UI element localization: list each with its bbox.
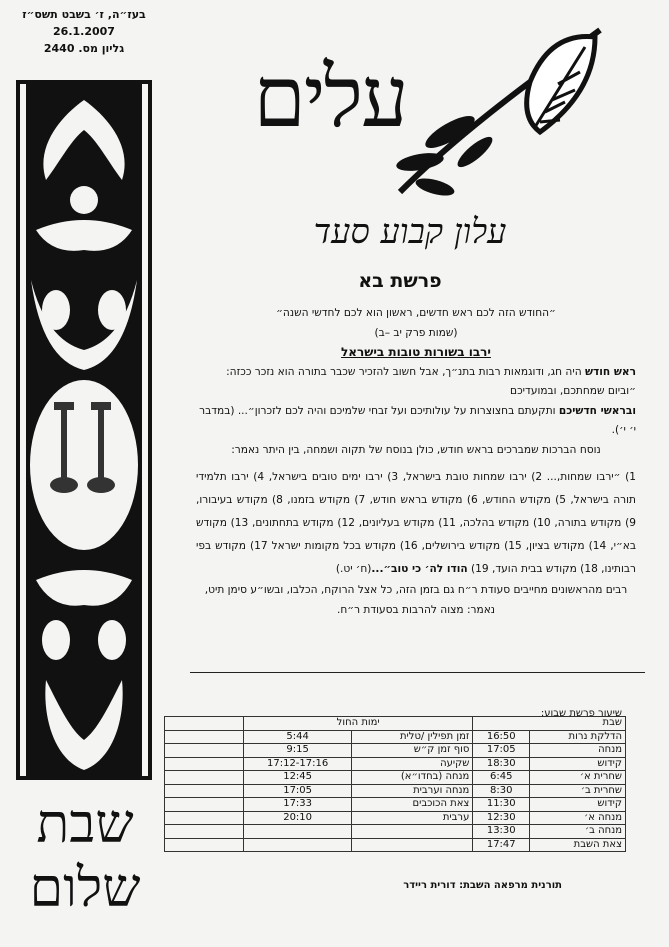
weekday-time-cell: 12:45	[244, 771, 352, 785]
shabbat-label-cell: מנחה א׳	[530, 811, 626, 825]
clinic-duty-credit: תורנית מרפאה השבת: דורית ריידר	[403, 880, 562, 891]
table-row	[165, 811, 626, 825]
shabbat-label-cell: שחרית ב׳	[530, 784, 626, 798]
weekday-label-cell	[352, 825, 473, 839]
shabbat-time-cell: 17:47	[473, 838, 530, 852]
shabbat-header: שבת	[473, 717, 626, 731]
table-row	[165, 744, 626, 758]
weekday-label-cell: מנחה וערבית	[352, 784, 473, 798]
weekday-label-cell: צאת הכוכבים	[352, 798, 473, 812]
table-row	[165, 730, 626, 744]
paragraph-1	[196, 363, 636, 402]
blank-cell	[165, 784, 244, 798]
shabbat-label-cell: מנחה ב׳	[530, 825, 626, 839]
blessings-source: (ח׳ יט.)	[335, 563, 372, 575]
weekday-label-cell: שקיעה	[352, 757, 473, 771]
leaf-branch-icon	[380, 22, 610, 212]
article-heading: ירבו בשורות טובות בישראל	[341, 345, 491, 359]
weekday-header: ימות החול	[244, 717, 473, 731]
blank-cell	[165, 798, 244, 812]
newsletter-logo: עלים	[253, 48, 407, 146]
article-body	[196, 304, 636, 620]
weekday-time-cell	[244, 838, 352, 852]
blank-cell	[165, 771, 244, 785]
weekday-time-cell	[244, 825, 352, 839]
table-row	[165, 798, 626, 812]
weekday-time-cell: 17:12-17:16	[244, 757, 352, 771]
issue-number: גליון מס. 2440	[43, 42, 125, 55]
newsletter-subtitle: עלון קבוע סעד	[313, 212, 507, 252]
blank-cell	[165, 757, 244, 771]
blank-cell	[165, 730, 244, 744]
table-row	[165, 784, 626, 798]
blank-cell	[165, 717, 244, 731]
weekday-label-cell: סוף זמן ק״ש	[352, 744, 473, 758]
shabbat-time-cell: 16:50	[473, 730, 530, 744]
paragraph-2	[196, 402, 636, 441]
divider	[190, 672, 645, 673]
table-row	[165, 771, 626, 785]
weekday-time-cell: 5:44	[244, 730, 352, 744]
blank-cell	[165, 811, 244, 825]
shabbat-label-cell: קידוש	[530, 757, 626, 771]
table-row	[165, 838, 626, 852]
table-row	[165, 825, 626, 839]
verse-quote: ״החודש הזה לכם ראש חדשים, ראשון הוא לכם לחדשי השנה״	[276, 307, 556, 319]
weekday-label-cell: זמן תפילין /טלית	[352, 730, 473, 744]
blank-cell	[165, 825, 244, 839]
verse-source: (שמות פרק יב –ב)	[374, 326, 458, 339]
shabbat-time-cell: 6:45	[473, 771, 530, 785]
para1-bold: ראש חודש	[585, 365, 636, 378]
prayer-schedule-table	[164, 716, 626, 852]
footer-line-1: שבת	[36, 792, 134, 855]
weekday-time-cell: 17:33	[244, 798, 352, 812]
weekday-time-cell: 9:15	[244, 744, 352, 758]
para1-text: היה חג, ודוגמאות רבות בתנ״ך, אבל חשוב להזכיר שכבר בתורה הוא נזכר ככזה: ״וביום שמחתכם, ובמועדיכם	[226, 365, 636, 397]
blessings-bold: הודו לה׳ כי טוב״...	[371, 563, 468, 575]
shabbat-time-cell: 17:05	[473, 744, 530, 758]
table-row	[165, 757, 626, 771]
blessings-list	[196, 466, 636, 581]
shabbat-label-cell: מנחה	[530, 744, 626, 758]
blank-cell	[165, 744, 244, 758]
blessings-text: 1) ״ירבו שמחות,... 2) ירבו שמחות טובת בישראל, 3) ירבו ימים טובים בישראל, 4) ירבו תלמידי תורה בישראל, 5) מקודש החודש, 6) מקודש בראש חודש, 7) מקודש בזמנו, 8) מקודש בעיבורו, 9) מקודש בתורה, 10) מקודש בהלכה, 11) מקודש בעליונים, 12) מקודש בתחתונים, 13) מקודש בא״י, 14) מקודש בציון, 15) מקודש בירושלים, 16) מקודש בכל מקומות ישראל 17) מקודש בפי רבותינו, 18) מקודש בבית הועד, 19)	[196, 471, 637, 575]
weekday-label-cell: מנחה (בחדו״א)	[352, 771, 473, 785]
shabbat-shalom-footer	[10, 792, 160, 920]
shabbat-time-cell: 13:30	[473, 825, 530, 839]
shabbat-time-cell: 12:30	[473, 811, 530, 825]
footer-line-2: שלום	[29, 856, 141, 919]
schedule-title: שיעור פרשת שבוע:	[540, 708, 622, 719]
issue-info	[10, 6, 158, 57]
paragraph-3: נוסח הברכות שמברכים בראש חודש, כולן בנוסח של תקוה ושמחה, בין היתר נאמר:	[231, 443, 601, 456]
paragraph-4: רבים מהראשונים מחייבים סעודת ר״ח גם בזמן הזה, כל אצל הרוקח, הכלבו, ובשו״ע סימן תיט, נאמר: מצוה להרבות בסעודת ר״ח.	[204, 584, 628, 616]
shabbat-label-cell: שחרית א׳	[530, 771, 626, 785]
para2-bold: ובראשי חדשיכם	[558, 404, 636, 417]
table-header-row	[165, 717, 626, 731]
weekday-label-cell	[352, 838, 473, 852]
hebrew-date: בעז״ה, ז׳ בשבט תשס״ז	[22, 8, 146, 21]
blank-cell	[165, 838, 244, 852]
shabbat-time-cell: 18:30	[473, 757, 530, 771]
shabbat-label-cell: צאת השבת	[530, 838, 626, 852]
para2-text: ותקעתם בחצוצרות על עולותיכם ועל זבחי שלמיכם והיה לכם לזכרון״... (במדבר י׳ י׳).	[199, 404, 636, 436]
weekday-time-cell: 17:05	[244, 784, 352, 798]
gregorian-date: 26.1.2007	[53, 25, 115, 38]
shabbat-time-cell: 8:30	[473, 784, 530, 798]
decorative-border-panel	[16, 80, 152, 780]
weekday-time-cell: 20:10	[244, 811, 352, 825]
parasha-title: פרשת בא	[358, 270, 442, 292]
shabbat-label-cell: הדלקת נרות	[530, 730, 626, 744]
shabbat-label-cell: קידוש	[530, 798, 626, 812]
weekday-label-cell: ערבית	[352, 811, 473, 825]
shabbat-time-cell: 11:30	[473, 798, 530, 812]
